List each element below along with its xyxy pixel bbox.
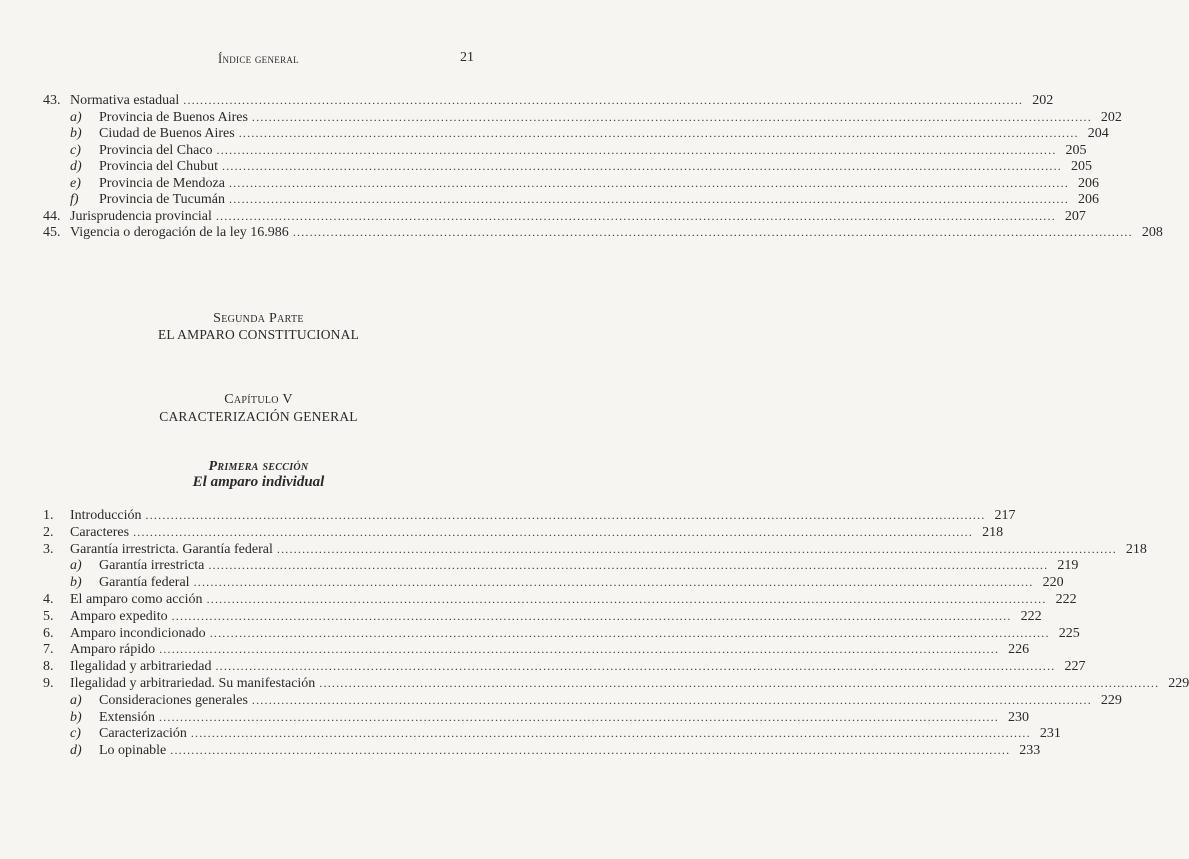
toc-entry-number: 43. [43, 93, 61, 108]
toc-entry-page: 206 [1078, 192, 1099, 207]
dot-leader: ........................................................................................................................................................................................................ [215, 659, 1056, 674]
section-label: Primera sección [208, 459, 309, 474]
toc-entry-sublabel: f) [70, 192, 79, 207]
dot-leader: ........................................................................................................................................................................................................ [170, 743, 1011, 758]
dot-leader: ........................................................................................................................................................................................................ [216, 142, 1057, 157]
toc-entry-title: Amparo expedito [70, 608, 168, 624]
toc-entry-page: 222 [1020, 608, 1042, 624]
dot-leader: ........................................................................................................................................................................................................ [251, 692, 1092, 707]
toc-entry-title: Amparo incondicionado [70, 625, 206, 641]
toc-entry-number: 45. [43, 225, 61, 240]
chapter-label: Capítulo V [224, 392, 293, 407]
toc-entry-title: Consideraciones generales [99, 692, 248, 708]
dot-leader: ........................................................................................................................................................................................................ [292, 225, 1133, 239]
toc-entry-sublabel: a) [70, 692, 82, 708]
toc-entry [70, 659, 1086, 676]
toc-entry-title: Normativa estadual [70, 93, 180, 108]
dot-leader: ........................................................................................................................................................................................................ [193, 575, 1034, 590]
toc-entry-page: 205 [1071, 159, 1092, 174]
part-label: Segunda Parte [213, 311, 304, 326]
toc-entry-title: Garantía federal [99, 575, 190, 591]
toc-entry [99, 159, 1092, 176]
toc-entry-sublabel: b) [70, 126, 82, 141]
toc-entry-page: 227 [1064, 659, 1086, 675]
toc-entry [70, 508, 1016, 525]
toc-entry [99, 109, 1122, 127]
toc-entry-sublabel: b) [70, 575, 82, 591]
toc-entry [99, 743, 1041, 760]
toc-entry [99, 126, 1109, 143]
toc-entry-title: Extensión [99, 709, 155, 725]
toc-entry-page: 220 [1042, 575, 1064, 591]
toc-entry-page: 204 [1087, 126, 1109, 141]
toc-entry-number: 5. [43, 608, 54, 624]
dot-leader: ........................................................................................................................................................................................................ [159, 642, 1000, 657]
toc-entry-page: 226 [1008, 642, 1030, 658]
toc-entry-number: 9. [43, 676, 54, 691]
dot-leader: ........................................................................................................................................................................................................ [319, 676, 1160, 690]
toc-entry-page: 230 [1008, 709, 1029, 725]
toc-entry-sublabel: d) [70, 159, 82, 174]
toc-entry [70, 93, 1054, 110]
section-title: El amparo individual [192, 474, 325, 490]
toc-entry-title: Provincia de Buenos Aires [99, 109, 248, 125]
toc-entry-page: 207 [1064, 208, 1086, 224]
toc-entry-sublabel: d) [70, 743, 82, 759]
toc-entry-title: Provincia de Tucumán [99, 192, 225, 207]
toc-entry-title: Introducción [70, 508, 142, 523]
toc-entry [70, 541, 1147, 559]
toc-entry [99, 175, 1099, 193]
toc-entry-page: 229 [1168, 676, 1189, 691]
toc-entry-page: 219 [1057, 558, 1079, 574]
toc-entry-title: Caracterización [99, 726, 187, 742]
part-title: EL AMPARO CONSTITUCIONAL [157, 327, 360, 342]
toc-entry-sublabel: e) [70, 175, 81, 191]
toc-entry-page: 205 [1065, 142, 1087, 158]
toc-entry-page: 222 [1055, 592, 1077, 607]
toc-entry-number: 44. [43, 208, 61, 224]
toc-entry-page: 229 [1100, 692, 1122, 708]
dot-leader: ........................................................................................................................................................................................................ [183, 93, 1024, 107]
toc-entry-page: 206 [1077, 175, 1099, 191]
toc-entry-sublabel: a) [70, 109, 82, 125]
toc-entry-title: Provincia del Chaco [99, 142, 213, 158]
dot-leader: ........................................................................................................................................................................................................ [133, 524, 974, 539]
dot-leader: ........................................................................................................................................................................................................ [206, 592, 1047, 606]
toc-entry-title: El amparo como acción [70, 592, 203, 607]
page-number: 21 [460, 50, 474, 65]
toc-entry-page: 202 [1032, 93, 1054, 108]
toc-entry [70, 208, 1086, 226]
toc-entry [99, 142, 1087, 160]
toc-entry-page: 231 [1039, 726, 1061, 742]
toc-entry-number: 4. [43, 592, 54, 607]
toc-entry-title: Amparo rápido [70, 642, 156, 658]
toc-entry-title: Caracteres [70, 524, 130, 540]
toc-entry [99, 558, 1079, 575]
toc-entry [99, 692, 1122, 710]
toc-entry [70, 625, 1080, 643]
dot-leader: ........................................................................................................................................................................................................ [215, 208, 1056, 223]
toc-entry [70, 608, 1042, 626]
toc-entry-page: 217 [994, 508, 1016, 523]
toc-entry [99, 192, 1099, 209]
toc-entry-number: 7. [43, 642, 54, 658]
toc-entry-page: 225 [1058, 625, 1080, 641]
toc-entry-number: 2. [43, 524, 54, 540]
toc-entry-page: 208 [1141, 225, 1163, 240]
running-title: Índice general [218, 52, 299, 66]
toc-entry-title: Provincia de Mendoza [99, 175, 225, 191]
toc-entry-number: 1. [43, 508, 54, 523]
toc-entry-number: 6. [43, 625, 54, 641]
toc-entry-page: 233 [1019, 743, 1041, 759]
toc-entry-title: Vigencia o derogación de la ley 16.986 [70, 225, 289, 240]
dot-leader: ........................................................................................................................................................................................................ [276, 541, 1117, 556]
chapter-title: CARACTERIZACIÓN GENERAL [159, 409, 358, 424]
toc-entry [99, 726, 1061, 743]
toc-entry-page: 218 [982, 524, 1004, 540]
toc-entry-title: Ciudad de Buenos Aires [99, 126, 235, 141]
dot-leader: ........................................................................................................................................................................................................ [251, 109, 1092, 124]
toc-entry [70, 642, 1030, 659]
toc-entry-sublabel: b) [70, 709, 82, 725]
toc-entry-title: Garantía irrestricta. Garantía federal [70, 541, 273, 557]
toc-entry-title: Ilegalidad y arbitrariedad. Su manifestación [70, 676, 316, 691]
toc-entry-sublabel: c) [70, 726, 81, 742]
toc-entry-title: Lo opinable [99, 743, 167, 759]
toc-entry [70, 225, 1163, 242]
toc-entry-number: 3. [43, 541, 54, 557]
dot-leader: ........................................................................................................................................................................................................ [208, 558, 1049, 573]
toc-entry-sublabel: c) [70, 142, 81, 158]
dot-leader: ........................................................................................................................................................................................................ [171, 608, 1012, 623]
toc-entry-title: Ilegalidad y arbitrariedad [70, 659, 212, 675]
toc-entry [70, 524, 1004, 542]
toc-entry-title: Provincia del Chubut [99, 159, 218, 174]
dot-leader: ........................................................................................................................................................................................................ [222, 159, 1062, 173]
toc-entry-page: 202 [1100, 109, 1122, 125]
dot-leader: ........................................................................................................................................................................................................ [159, 709, 999, 724]
toc-entry [70, 592, 1077, 609]
toc-entry [99, 575, 1064, 592]
toc-entry [70, 676, 1189, 693]
dot-leader: ........................................................................................................................................................................................................ [229, 192, 1069, 206]
dot-leader: ........................................................................................................................................................................................................ [209, 625, 1050, 640]
dot-leader: ........................................................................................................................................................................................................ [190, 726, 1031, 741]
toc-entry-number: 8. [43, 659, 54, 675]
toc-entry-sublabel: a) [70, 558, 82, 574]
toc-entry [99, 709, 1029, 727]
toc-entry-page: 218 [1125, 541, 1147, 557]
toc-entry-title: Jurisprudencia provincial [70, 208, 212, 224]
dot-leader: ........................................................................................................................................................................................................ [238, 126, 1079, 140]
dot-leader: ........................................................................................................................................................................................................ [228, 175, 1069, 190]
toc-entry-title: Garantía irrestricta [99, 558, 205, 574]
dot-leader: ........................................................................................................................................................................................................ [145, 508, 986, 522]
